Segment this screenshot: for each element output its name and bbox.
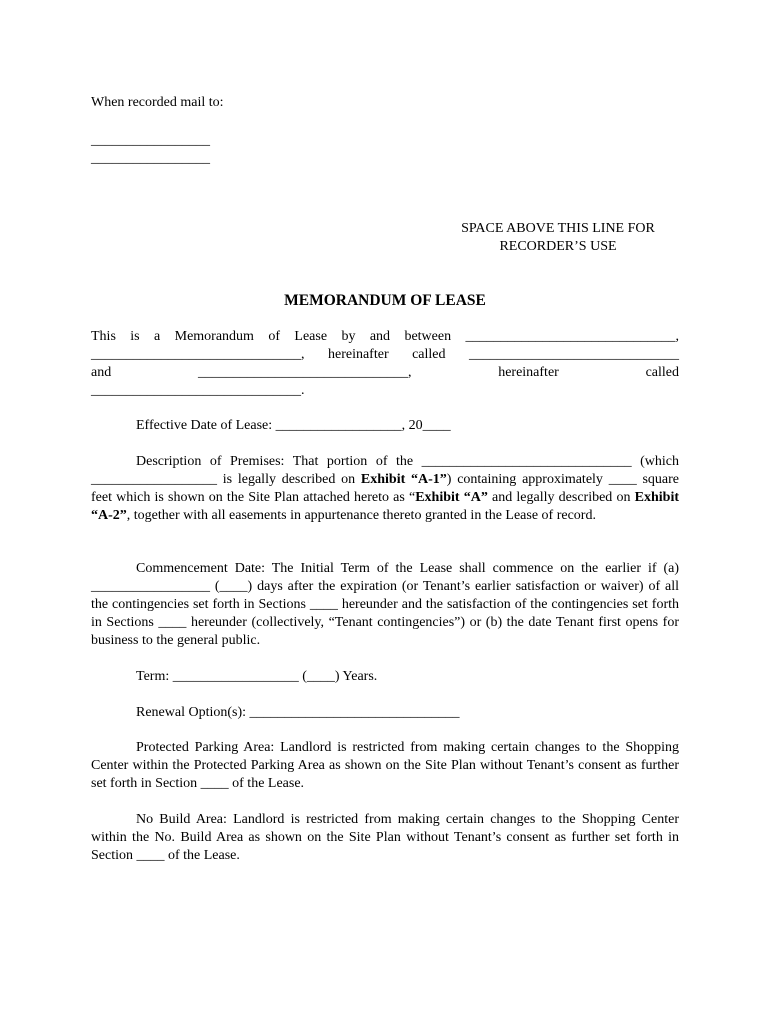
effective-date: Effective Date of Lease: __________________, 20____ bbox=[136, 418, 451, 433]
mail-to-line-1: _________________ bbox=[91, 133, 210, 148]
mail-to-label: When recorded mail to: bbox=[91, 95, 224, 110]
intro-line-1: This is a Memorandum of Lease by and between ______________________________, bbox=[91, 329, 679, 344]
intro-line-2: ______________________________, hereinafter called ______________________________ bbox=[91, 347, 679, 362]
renewal-line: Renewal Option(s): ______________________________ bbox=[136, 705, 460, 720]
term-line: Term: __________________ (____) Years. bbox=[136, 669, 378, 684]
exhibit-a1-ref: Exhibit “A-1” bbox=[360, 472, 447, 487]
commencement-paragraph: Commencement Date: The Initial Term of the Lease shall commence on the earlier if (a) _________________ (____) days after the expiration (or Tenant’s earlier satisfaction or waiver) of all the contingencies set forth in Sections ____ hereunder and the satisfaction of the contingencies set forth in Sections ____ hereunder (collectively, “Tenant contingencies”) or (b) the date Tenant first opens for business to the general public. bbox=[91, 561, 679, 648]
no-build-paragraph: No Build Area: Landlord is restricted from making certain changes to the Shopping Center within the No. Build Area as shown on the Site Plan without Tenant’s consent as further set forth in Section ____ of the Lease. bbox=[91, 812, 679, 863]
intro-line-3: and ______________________________, hereinafter called bbox=[91, 365, 679, 380]
mail-to-line-2: _________________ bbox=[91, 151, 210, 166]
exhibit-a-ref: Exhibit “A” bbox=[415, 490, 488, 505]
recorder-line-1: SPACE ABOVE THIS LINE FOR bbox=[461, 221, 655, 236]
description-text-2: ) containing approximately ____ square feet which is shown on the Site Plan attached hereto as “ bbox=[91, 472, 679, 505]
intro-line-4: ______________________________. bbox=[91, 383, 305, 398]
description-text-3: and legally described on bbox=[487, 490, 635, 505]
protected-parking-paragraph: Protected Parking Area: Landlord is restricted from making certain changes to the Shopping Center within the Protected Parking Area as shown on the Site Plan without Tenant’s consent as further set forth in Section ____ of the Lease. bbox=[91, 740, 679, 791]
description-text-4: , together with all easements in appurtenance thereto granted in the Lease of record. bbox=[126, 508, 596, 523]
document-title: MEMORANDUM OF LEASE bbox=[284, 292, 486, 309]
recorder-line-2: RECORDER’S USE bbox=[499, 239, 617, 254]
description-paragraph bbox=[91, 453, 679, 525]
exhibit-a2-ref: Exhibit “A-2” bbox=[91, 490, 679, 523]
intro-paragraph bbox=[91, 328, 679, 400]
recorder-notice bbox=[440, 220, 676, 256]
description-text-1: Description of Premises: That portion of the ______________________________ (which __________________ is legally described on bbox=[91, 454, 679, 487]
